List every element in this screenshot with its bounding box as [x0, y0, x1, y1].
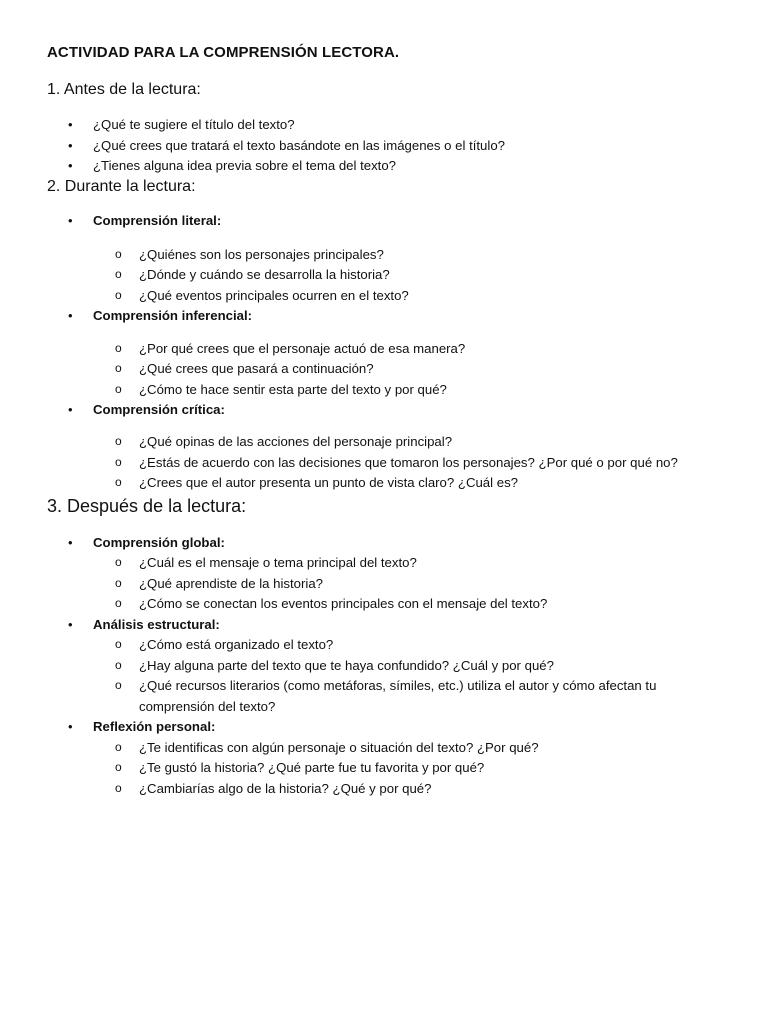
- bullet-dot: •: [68, 308, 73, 323]
- bullet-circle: o: [115, 434, 122, 448]
- list-item: ¿Estás de acuerdo con las decisiones que tomaron los personajes? ¿Por qué o por qué no?: [139, 455, 678, 470]
- bullet-circle: o: [115, 740, 122, 754]
- list-item: ¿Qué crees que pasará a continuación?: [139, 361, 374, 376]
- list-item: ¿Te identificas con algún personaje o situación del texto? ¿Por qué?: [139, 740, 539, 755]
- bullet-dot: •: [68, 213, 73, 228]
- bullet-circle: o: [115, 678, 122, 692]
- subsection-label: Análisis estructural:: [93, 617, 220, 632]
- list-item: ¿Qué opinas de las acciones del personaje principal?: [139, 434, 453, 449]
- list-item: ¿Tienes alguna idea previa sobre el tema del texto?: [93, 158, 397, 173]
- bullet-circle: o: [115, 341, 122, 355]
- bullet-dot: •: [68, 158, 73, 173]
- bullet-dot: •: [68, 402, 73, 417]
- list-item: ¿Qué aprendiste de la historia?: [139, 576, 324, 591]
- document-title: ACTIVIDAD PARA LA COMPRENSIÓN LECTORA.: [47, 44, 400, 61]
- bullet-circle: o: [115, 267, 122, 281]
- bullet-circle: o: [115, 555, 122, 569]
- section-3-heading: 3. Después de la lectura:: [47, 496, 247, 516]
- list-item: ¿Qué eventos principales ocurren en el texto?: [139, 288, 409, 303]
- list-item: ¿Te gustó la historia? ¿Qué parte fue tu favorita y por qué?: [139, 760, 485, 775]
- list-item: ¿Por qué crees que el personaje actuó de esa manera?: [139, 341, 466, 356]
- bullet-dot: •: [68, 719, 73, 734]
- list-item-continuation: comprensión del texto?: [139, 699, 276, 714]
- bullet-dot: •: [68, 535, 73, 550]
- subsection-label: Comprensión global:: [93, 535, 225, 550]
- list-item: ¿Dónde y cuándo se desarrolla la historia?: [139, 267, 390, 282]
- bullet-circle: o: [115, 658, 122, 672]
- bullet-circle: o: [115, 781, 122, 795]
- list-item: ¿Qué crees que tratará el texto basándote en las imágenes o el título?: [93, 138, 505, 153]
- bullet-circle: o: [115, 382, 122, 396]
- bullet-dot: •: [68, 117, 73, 132]
- list-item: ¿Cómo te hace sentir esta parte del texto y por qué?: [139, 382, 447, 397]
- list-item: ¿Qué recursos literarios (como metáforas, símiles, etc.) utiliza el autor y cómo afectan tu: [139, 678, 657, 693]
- subsection-label: Reflexión personal:: [93, 719, 216, 734]
- bullet-dot: •: [68, 138, 73, 153]
- list-item: ¿Cómo se conectan los eventos principales con el mensaje del texto?: [139, 596, 548, 611]
- bullet-circle: o: [115, 596, 122, 610]
- section-1-heading: 1. Antes de la lectura:: [47, 81, 201, 98]
- bullet-circle: o: [115, 576, 122, 590]
- list-item: ¿Cómo está organizado el texto?: [139, 637, 334, 652]
- bullet-circle: o: [115, 475, 122, 489]
- bullet-circle: o: [115, 247, 122, 261]
- list-item: ¿Cuál es el mensaje o tema principal del texto?: [139, 555, 417, 570]
- subsection-label: Comprensión crítica:: [93, 402, 225, 417]
- section-2-heading: 2. Durante la lectura:: [47, 178, 196, 195]
- bullet-circle: o: [115, 455, 122, 469]
- list-item: ¿Qué te sugiere el título del texto?: [93, 117, 295, 132]
- subsection-label: Comprensión literal:: [93, 213, 222, 228]
- subsection-label: Comprensión inferencial:: [93, 308, 253, 323]
- list-item: ¿Crees que el autor presenta un punto de vista claro? ¿Cuál es?: [139, 475, 518, 490]
- list-item: ¿Cambiarías algo de la historia? ¿Qué y por qué?: [139, 781, 432, 796]
- bullet-dot: •: [68, 617, 73, 632]
- list-item: ¿Quiénes son los personajes principales?: [139, 247, 384, 262]
- bullet-circle: o: [115, 760, 122, 774]
- bullet-circle: o: [115, 288, 122, 302]
- list-item: ¿Hay alguna parte del texto que te haya confundido? ¿Cuál y por qué?: [139, 658, 554, 673]
- bullet-circle: o: [115, 637, 122, 651]
- bullet-circle: o: [115, 361, 122, 375]
